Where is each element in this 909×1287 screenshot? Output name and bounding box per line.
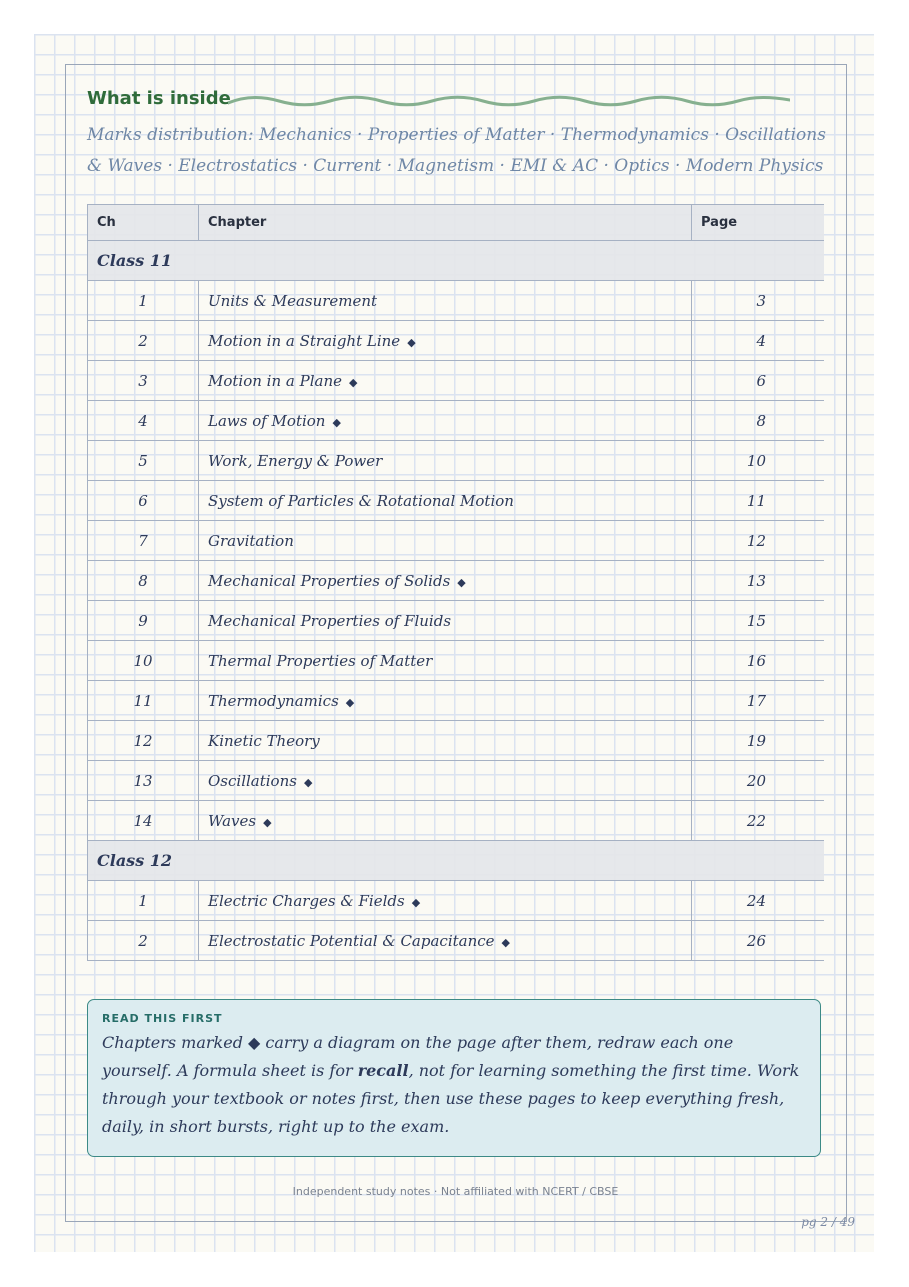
chapter-title: Laws of Motion [208,411,326,430]
page-number-cell: 3 [692,281,825,321]
page-number-cell: 24 [692,881,825,921]
table-row [88,481,825,521]
chapter-title: Thermodynamics [208,691,339,710]
table-row [88,921,825,961]
chapter-number: 10 [88,641,199,681]
chapter-number: 1 [88,281,199,321]
chapter-number: 2 [88,921,199,961]
diagram-marker-icon: ◆ [332,415,341,429]
table-row [88,281,825,321]
chapter-cell [199,401,692,441]
chapter-title: Electrostatic Potential & Capacitance [208,931,495,950]
chapter-title: Waves [208,811,257,830]
contents-table [87,204,824,961]
chapter-number: 11 [88,681,199,721]
table-row [88,761,825,801]
chapter-title: Work, Energy & Power [208,451,383,470]
table-row [88,401,825,441]
table-row [88,881,825,921]
table-row [88,721,825,761]
diagram-marker-icon: ◆ [345,695,355,709]
page-number-cell: 4 [692,321,825,361]
section-title: Class 12 [88,841,825,881]
chapter-title: System of Particles & Rotational Motion [208,491,514,510]
diagram-marker-icon: ◆ [501,935,510,949]
diagram-marker-icon: ◆ [407,335,416,349]
chapter-cell [199,561,692,601]
chapter-title: Electric Charges & Fields [208,891,405,910]
chapter-number: 8 [88,561,199,601]
chapter-cell [199,281,692,321]
chapter-number: 3 [88,361,199,401]
table-row [88,561,825,601]
chapter-cell [199,441,692,481]
chapter-cell [199,881,692,921]
diagram-marker-icon: ◆ [457,575,466,589]
callout-text [102,1029,806,1141]
page-title: What is inside [87,88,231,109]
page-number-cell: 16 [692,641,825,681]
chapter-title: Mechanical Properties of Solids [208,571,451,590]
table-row [88,801,825,841]
chapter-cell [199,361,692,401]
page-number-cell: 15 [692,601,825,641]
table-row [88,681,825,721]
section-row [88,241,825,281]
chapter-number: 12 [88,721,199,761]
chapter-title: Motion in a Straight Line [208,331,401,350]
section-title: Class 11 [88,241,825,281]
table-row [88,521,825,561]
chapter-cell [199,681,692,721]
section-row [88,841,825,881]
callout-title: READ THIS FIRST [102,1012,223,1025]
contents-table-wrapper [87,204,824,978]
chapter-cell [199,801,692,841]
chapter-title: Thermal Properties of Matter [208,651,433,670]
chapter-title: Units & Measurement [208,291,378,310]
chapter-number: 5 [88,441,199,481]
page-number-cell: 10 [692,441,825,481]
page-number-cell: 12 [692,521,825,561]
table-header-row [88,205,825,241]
chapter-number: 6 [88,481,199,521]
chapter-title: Kinetic Theory [208,731,320,750]
callout-text-part-1: Chapters marked ◆ carry a diagram on the page after them, redraw each one yourself. A formula sheet is for [102,1033,734,1080]
table-row [88,601,825,641]
page-number: pg 2 / 49 [801,1215,855,1229]
chapter-cell [199,761,692,801]
diagram-marker-icon: ◆ [348,375,358,389]
diagram-marker-icon: ◆ [263,815,272,829]
table-row [88,441,825,481]
chapter-cell [199,481,692,521]
chapter-cell [199,921,692,961]
chapter-number: 2 [88,321,199,361]
chapter-number: 4 [88,401,199,441]
disclaimer-footer: Independent study notes · Not affiliated with NCERT / CBSE [292,1185,619,1198]
column-header-chapter: Chapter [199,205,692,241]
wavy-underline-decoration [228,92,790,110]
chapter-cell [199,721,692,761]
page-number-cell: 26 [692,921,825,961]
callout-emphasis: recall [357,1061,409,1080]
chapter-cell [199,601,692,641]
chapter-cell [199,641,692,681]
chapter-cell [199,521,692,561]
table-row [88,321,825,361]
page-number-cell: 19 [692,721,825,761]
chapter-number: 1 [88,881,199,921]
read-this-first-callout [87,999,821,1157]
chapter-number: 13 [88,761,199,801]
chapter-title: Mechanical Properties of Fluids [208,611,452,630]
diagram-marker-icon: ◆ [411,895,421,909]
page-number-cell: 17 [692,681,825,721]
column-header-ch: Ch [88,205,199,241]
chapter-number: 14 [88,801,199,841]
page-number-cell: 6 [692,361,825,401]
page-number-cell: 20 [692,761,825,801]
chapter-cell [199,321,692,361]
callout-text-part-2: , not for learning something the first time. Work through your textbook or notes first, then use these pages to keep everything fresh, daily, in short bursts, right up to the exam. [102,1061,800,1136]
chapter-title: Motion in a Plane [208,371,342,390]
chapter-title: Gravitation [208,531,294,550]
page-number-cell: 8 [692,401,825,441]
table-row [88,361,825,401]
chapter-number: 9 [88,601,199,641]
chapter-number: 7 [88,521,199,561]
table-body [88,241,825,961]
page-number-cell: 22 [692,801,825,841]
page-number-cell: 11 [692,481,825,521]
column-header-page: Page [692,205,825,241]
table-row [88,641,825,681]
marks-distribution-text: Marks distribution: Mechanics · Properties of Matter · Thermodynamics · Oscillations & Waves · Electrostatics · Current · Magnetism · EMI & AC · Optics · Modern Physics [87,125,826,176]
diagram-marker-icon: ◆ [303,775,313,789]
page-number-cell: 13 [692,561,825,601]
chapter-title: Oscillations [208,771,297,790]
